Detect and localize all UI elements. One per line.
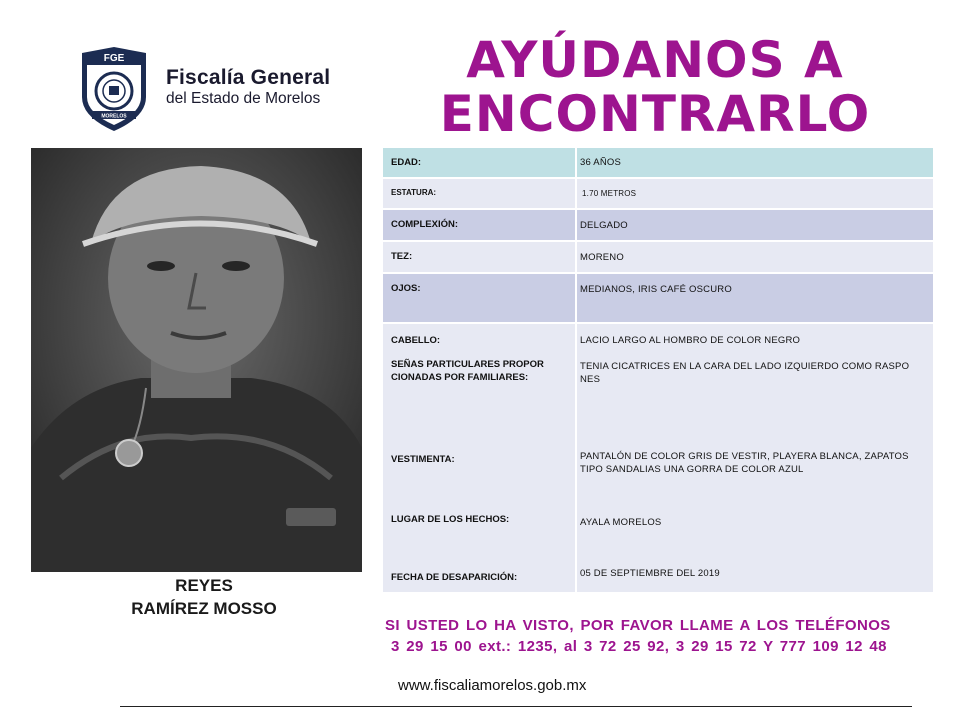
- row-complexion: [383, 210, 933, 240]
- senas-label-2: CIONADAS POR FAMILIARES:: [391, 372, 529, 383]
- tez-value: MORENO: [580, 252, 624, 263]
- ojos-label: OJOS:: [391, 283, 421, 294]
- estatura-value: 1.70 METROS: [582, 189, 637, 198]
- fecha-value: 05 DE SEPTIEMBRE DEL 2019: [580, 568, 720, 579]
- lugar-label: LUGAR DE LOS HECHOS:: [391, 514, 510, 525]
- fge-shield-icon: [78, 45, 150, 133]
- senas-value-1: TENIA CICATRICES EN LA CARA DEL LADO IZQUIERDO COMO RASPO: [580, 361, 910, 372]
- fge-logo: [78, 45, 150, 133]
- row-ojos: [383, 274, 933, 322]
- lugar-value: AYALA MORELOS: [580, 517, 662, 528]
- call-to-action: SI USTED LO HA VISTO, POR FAVOR LLAME A LOS TELÉFONOS: [385, 617, 891, 634]
- row-estatura: [383, 179, 933, 208]
- ojos-value: MEDIANOS, IRIS CAFÉ OSCURO: [580, 284, 732, 295]
- footer-divider: [120, 706, 912, 707]
- fecha-label: FECHA DE DESAPARICIÓN:: [391, 572, 518, 583]
- edad-label: EDAD:: [391, 157, 422, 168]
- logo-subtitle: del Estado de Morelos: [166, 90, 321, 107]
- missing-person-photo: [31, 148, 362, 572]
- vestimenta-value-2: TIPO SANDALIAS UNA GORRA DE COLOR AZUL: [580, 464, 804, 475]
- svg-text:MORELOS: MORELOS: [101, 113, 127, 120]
- vestimenta-label: VESTIMENTA:: [391, 454, 455, 465]
- headline-line-2: ENCONTRARLO: [439, 85, 871, 143]
- senas-label-1: SEÑAS PARTICULARES PROPOR: [391, 359, 544, 370]
- vestimenta-value-1: PANTALÓN DE COLOR GRIS DE VESTIR, PLAYERA BLANCA, ZAPATOS: [580, 451, 909, 462]
- row-description: [383, 324, 933, 592]
- logo-title: Fiscalía General: [166, 66, 331, 89]
- row-edad: [383, 148, 933, 177]
- cabello-label: CABELLO:: [391, 335, 441, 346]
- complexion-value: DELGADO: [580, 220, 628, 231]
- senas-value-2: NES: [580, 374, 601, 385]
- row-tez: [383, 242, 933, 272]
- cabello-value: LACIO LARGO AL HOMBRO DE COLOR NEGRO: [580, 335, 801, 346]
- svg-text:FGE: FGE: [103, 53, 125, 64]
- phone-numbers: 3 29 15 00 ext.: 1235, al 3 72 25 92, 3 29 15 72 Y 777 109 12 48: [391, 638, 887, 655]
- estatura-label: ESTATURA:: [391, 188, 437, 197]
- complexion-label: COMPLEXIÓN:: [391, 219, 459, 230]
- edad-value: 36 AÑOS: [580, 157, 622, 168]
- tez-label: TEZ:: [391, 251, 413, 262]
- headline-line-1: AYÚDANOS A: [466, 31, 844, 89]
- website-link[interactable]: www.fiscaliamorelos.gob.mx: [398, 677, 587, 694]
- person-first-name: REYES: [175, 576, 233, 595]
- person-surnames: RAMÍREZ MOSSO: [131, 599, 277, 618]
